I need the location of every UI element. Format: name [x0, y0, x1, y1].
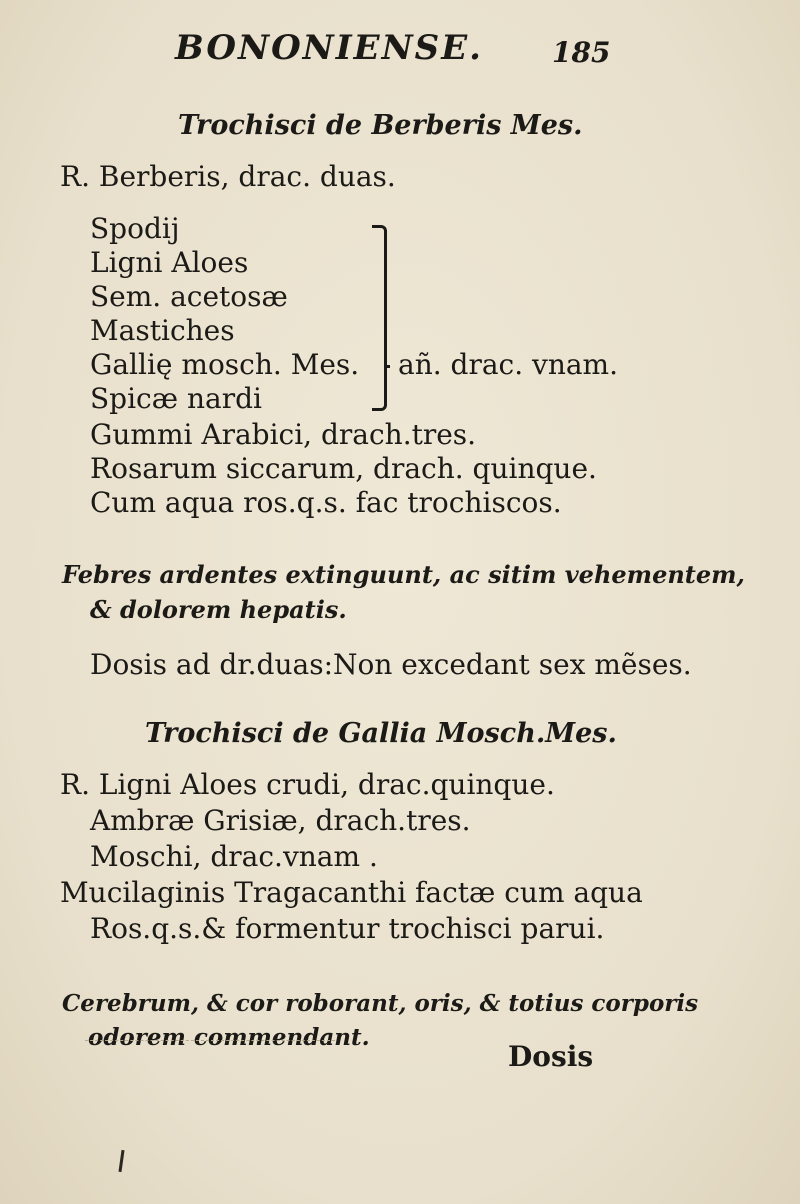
running-head: BONONIENSE.	[175, 28, 483, 68]
recipe-line: R. Ligni Aloes crudi, drac.quinque.	[60, 768, 555, 801]
dotted-rule	[85, 1040, 335, 1041]
ingredient-line: Rosarum siccarum, drach. quinque.	[90, 452, 597, 485]
usage-note: Cerebrum, & cor roborant, oris, & totius corporis	[62, 990, 699, 1017]
ingredient-line: Ros.q.s.& formentur trochisci parui.	[90, 912, 605, 945]
ingredient-line: Spicæ nardi	[90, 382, 262, 415]
ingredient-line: Moschi, drac.vnam .	[90, 840, 378, 873]
ink-mark	[118, 1150, 124, 1172]
dose-line: Dosis ad dr.duas:Non excedant sex mẽses.	[90, 648, 692, 681]
usage-note: odorem commendant.	[88, 1024, 370, 1051]
ingredient-line: Gummi Arabici, drach.tres.	[90, 418, 477, 451]
ingredient-line: Gallię mosch. Mes.	[90, 348, 360, 381]
usage-note: & dolorem hepatis.	[90, 595, 347, 624]
recipe-title-gallia: Trochisci de Gallia Mosch.Mes.	[145, 718, 617, 749]
curly-bracket	[372, 225, 387, 411]
page-number: 185	[552, 36, 611, 69]
ingredient-line: Mastiches	[90, 314, 235, 347]
recipe-line: R. Berberis, drac. duas.	[60, 160, 396, 193]
bracket-quantity: añ. drac. vnam.	[398, 348, 619, 381]
ingredient-line: Spodij	[90, 212, 180, 245]
catchword: Dosis	[508, 1040, 594, 1073]
ingredient-line: Mucilaginis Tragacanthi factæ cum aqua	[60, 876, 643, 909]
usage-note: Febres ardentes extinguunt, ac sitim vehementem,	[62, 560, 745, 589]
ingredient-line: Sem. acetosæ	[90, 280, 288, 313]
bracket-tip	[384, 365, 390, 368]
ingredient-line: Ambræ Grisiæ, drach.tres.	[90, 804, 471, 837]
ingredient-line: Cum aqua ros.q.s. fac trochiscos.	[90, 486, 562, 519]
recipe-title-berberis: Trochisci de Berberis Mes.	[178, 110, 583, 141]
ingredient-line: Ligni Aloes	[90, 246, 249, 279]
